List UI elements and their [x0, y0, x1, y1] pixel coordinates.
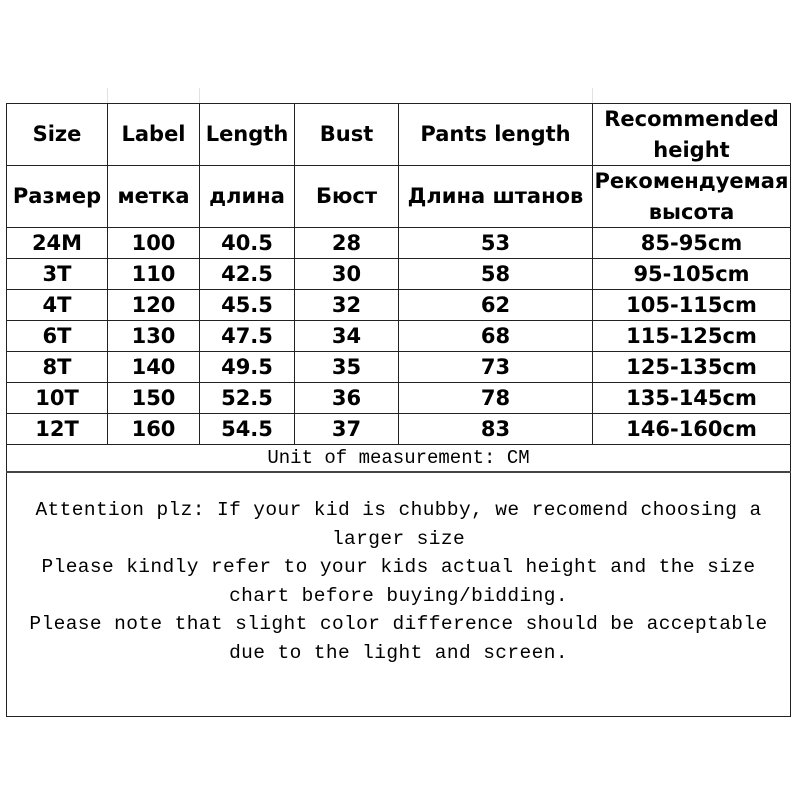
cell-bust: 35 [295, 352, 399, 383]
cell-label: 150 [108, 383, 200, 414]
cell-pants-length: 62 [399, 290, 593, 321]
notes-row [7, 472, 791, 717]
cell-length: 42.5 [200, 259, 295, 290]
table-row [7, 321, 791, 352]
table-row [7, 414, 791, 445]
table-row [7, 383, 791, 414]
cell-size: 24M [7, 228, 108, 259]
cell-size: 3T [7, 259, 108, 290]
header-bust-ru: Бюст [295, 166, 399, 228]
cell-recommended-height: 95-105cm [593, 259, 791, 290]
cell-length: 54.5 [200, 414, 295, 445]
cell-size: 12T [7, 414, 108, 445]
cell-label: 120 [108, 290, 200, 321]
header-recommended-height-ru: Рекомендуемая высота [593, 166, 791, 228]
cell-bust: 34 [295, 321, 399, 352]
cell-label: 110 [108, 259, 200, 290]
cell-recommended-height: 125-135cm [593, 352, 791, 383]
note-line: Attention plz: If your kid is chubby, we recomend choosing a larger size [35, 499, 762, 550]
note-line: Please note that slight color difference should be acceptable due to the light and screen. [29, 613, 768, 664]
cell-size: 8T [7, 352, 108, 383]
header-length: Length [200, 104, 295, 166]
cell-bust: 36 [295, 383, 399, 414]
cell-length: 52.5 [200, 383, 295, 414]
cell-bust: 30 [295, 259, 399, 290]
cell-pants-length: 73 [399, 352, 593, 383]
cell-bust: 37 [295, 414, 399, 445]
header-label: Label [108, 104, 200, 166]
header-pants-length: Pants length [399, 104, 593, 166]
table-row [7, 352, 791, 383]
table-row [7, 228, 791, 259]
cell-size: 10T [7, 383, 108, 414]
cell-recommended-height: 135-145cm [593, 383, 791, 414]
cell-length: 45.5 [200, 290, 295, 321]
unit-note: Unit of measurement: CM [7, 445, 791, 473]
cell-recommended-height: 105-115cm [593, 290, 791, 321]
cell-label: 160 [108, 414, 200, 445]
header-length-ru: длина [200, 166, 295, 228]
header-recommended-height: Recommended height [593, 104, 791, 166]
cell-length: 49.5 [200, 352, 295, 383]
header-size: Size [7, 104, 108, 166]
table-row [7, 290, 791, 321]
cell-length: 40.5 [200, 228, 295, 259]
cell-label: 140 [108, 352, 200, 383]
cell-recommended-height: 146-160cm [593, 414, 791, 445]
cell-recommended-height: 85-95cm [593, 228, 791, 259]
cell-pants-length: 78 [399, 383, 593, 414]
cell-label: 130 [108, 321, 200, 352]
header-size-ru: Размер [7, 166, 108, 228]
header-row-english [7, 104, 791, 166]
note-line: Please kindly refer to your kids actual height and the size chart before buying/bidding. [41, 556, 756, 607]
cell-pants-length: 83 [399, 414, 593, 445]
cell-recommended-height: 115-125cm [593, 321, 791, 352]
notes-cell [7, 472, 791, 717]
header-bust: Bust [295, 104, 399, 166]
header-row-russian [7, 166, 791, 228]
table-row [7, 259, 791, 290]
cell-size: 4T [7, 290, 108, 321]
header-pants-length-ru: Длина штанов [399, 166, 593, 228]
cell-length: 47.5 [200, 321, 295, 352]
cell-pants-length: 58 [399, 259, 593, 290]
header-label-ru: метка [108, 166, 200, 228]
cell-label: 100 [108, 228, 200, 259]
size-chart-table [6, 103, 791, 717]
unit-row [7, 445, 791, 473]
cell-size: 6T [7, 321, 108, 352]
cell-pants-length: 68 [399, 321, 593, 352]
cell-pants-length: 53 [399, 228, 593, 259]
cell-bust: 32 [295, 290, 399, 321]
cell-bust: 28 [295, 228, 399, 259]
